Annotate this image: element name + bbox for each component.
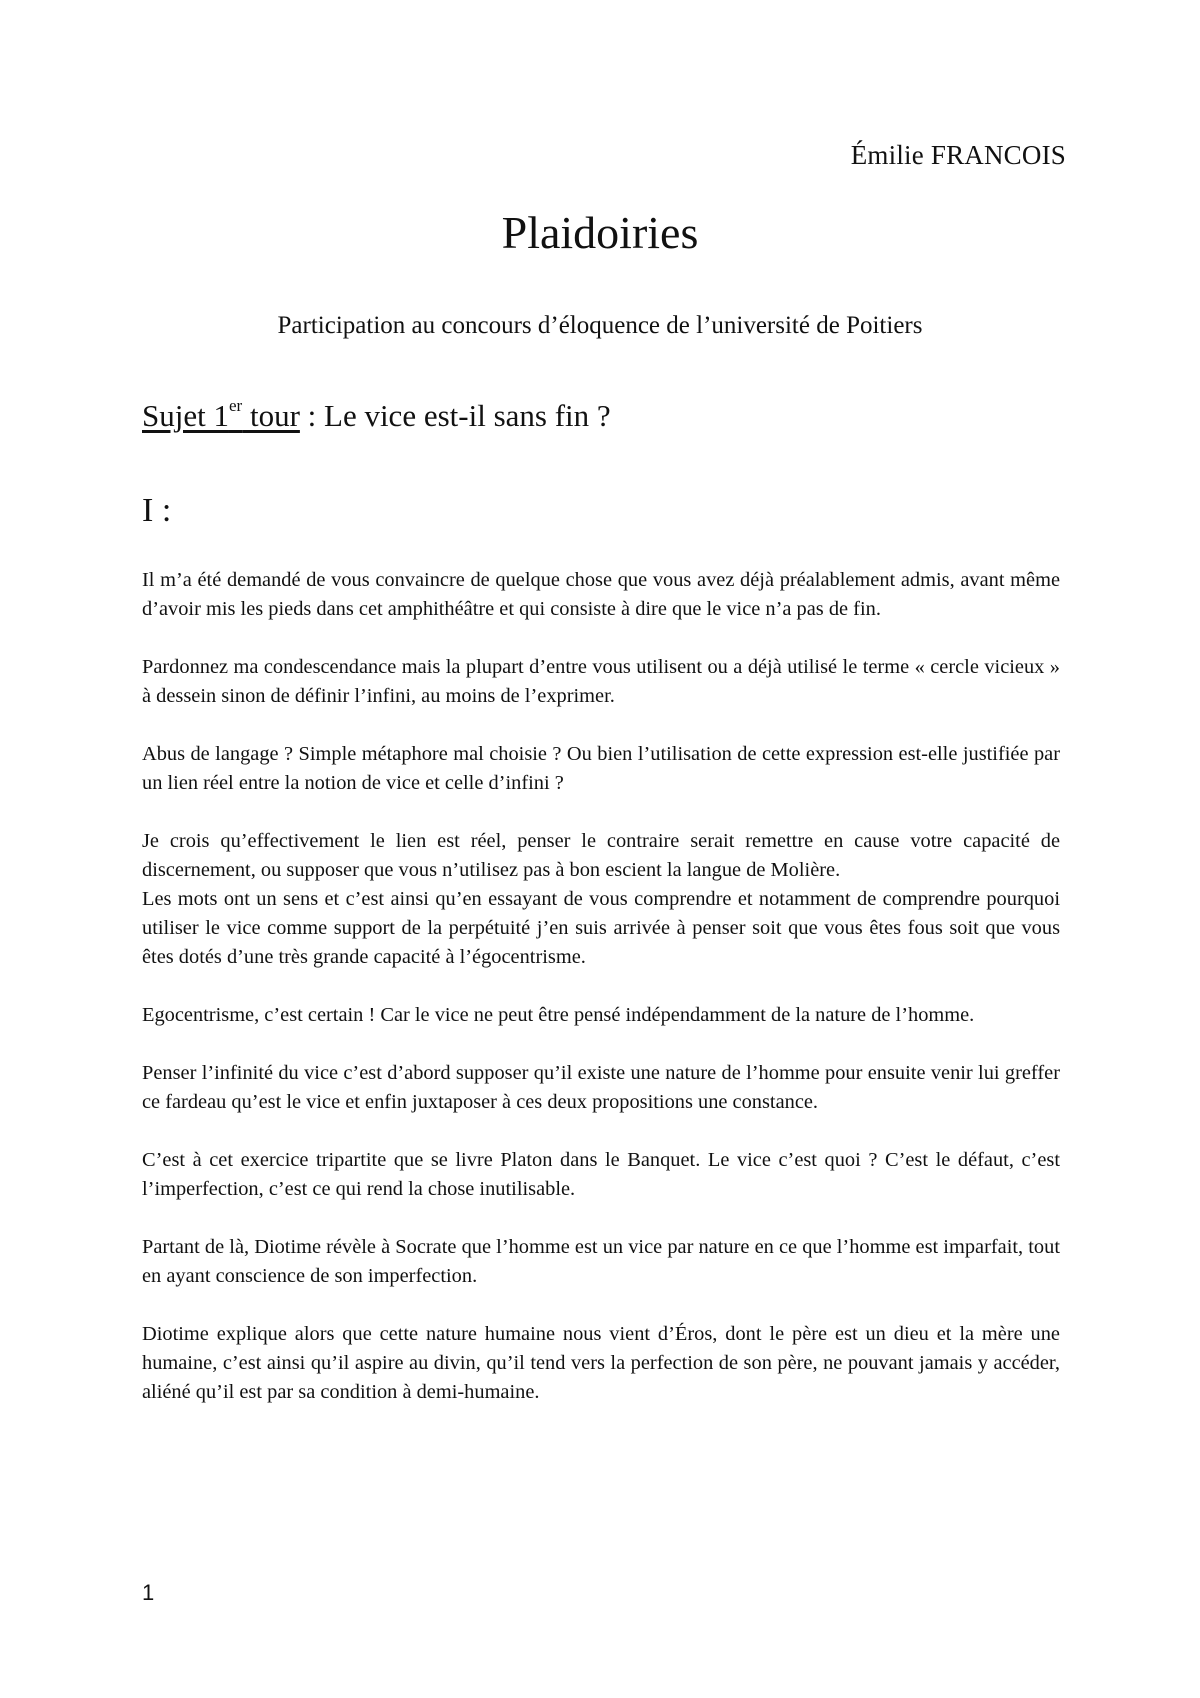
- paragraph: Abus de langage ? Simple métaphore mal choisie ? Ou bien l’utilisation de cette expression est-elle justifiée par un lien réel entre la notion de vice et celle d’infini ?: [142, 743, 1060, 794]
- paragraph: Diotime explique alors que cette nature humaine nous vient d’Éros, dont le père est un dieu et la mère une humaine, c’est ainsi qu’il aspire au divin, qu’il tend vers la perfection de son père, ne pouvant jamais y accéder, aliéné qu’il est par sa condition à demi-humaine.: [142, 1323, 1060, 1403]
- document-title: Plaidoiries: [501, 207, 699, 258]
- page-number: 1: [142, 1580, 155, 1605]
- paragraph: C’est à cet exercice tripartite que se livre Platon dans le Banquet. Le vice c’est quoi ? C’est le défaut, c’est l’imperfection, c’est ce qui rend la chose inutilisable.: [142, 1149, 1060, 1200]
- author-name: Émilie FRANCOIS: [850, 140, 1066, 170]
- document-subtitle: Participation au concours d’éloquence de l’université de Poitiers: [277, 312, 923, 339]
- subject-label-prefix: Sujet 1: [142, 398, 229, 433]
- paragraph: Les mots ont un sens et c’est ainsi qu’en essayant de vous comprendre et notamment de comprendre pourquoi utiliser le vice comme support de la perpétuité j’en suis arrivée à penser soit que vous êtes fous soit que vous êtes dotés d’une très grande capacité à l’égocentrisme.: [142, 888, 1060, 968]
- paragraph: Partant de là, Diotime révèle à Socrate que l’homme est un vice par nature en ce que l’homme est imparfait, tout en ayant conscience de son imperfection.: [142, 1236, 1060, 1287]
- paragraph: Il m’a été demandé de vous convaincre de quelque chose que vous avez déjà préalablement admis, avant même d’avoir mis les pieds dans cet amphithéâtre et qui consiste à dire que le vice n’a pas de fin.: [142, 569, 1060, 620]
- paragraph: Pardonnez ma condescendance mais la plupart d’entre vous utilisent ou a déjà utilisé le terme « cercle vicieux » à dessein sinon de définir l’infini, au moins de l’exprimer.: [142, 656, 1060, 707]
- subject-heading: [142, 395, 611, 434]
- section-heading: I :: [142, 492, 172, 529]
- body-text: [142, 566, 1060, 1436]
- subject-label-superscript: er: [228, 395, 243, 415]
- subject-label-suffix: tour: [242, 398, 300, 433]
- paragraph: Penser l’infinité du vice c’est d’abord supposer qu’il existe une nature de l’homme pour ensuite venir lui greffer ce fardeau qu’est le vice et enfin juxtaposer à ces deux propositions une constance.: [142, 1062, 1060, 1113]
- paragraph: Je crois qu’effectivement le lien est réel, penser le contraire serait remettre en cause votre capacité de discernement, ou supposer que vous n’utilisez pas à bon escient la langue de Molière.: [142, 830, 1060, 881]
- subject-label: [142, 395, 300, 433]
- subject-text: : Le vice est-il sans fin ?: [299, 398, 611, 433]
- paragraph: Egocentrisme, c’est certain ! Car le vice ne peut être pensé indépendamment de la nature de l’homme.: [142, 1004, 975, 1026]
